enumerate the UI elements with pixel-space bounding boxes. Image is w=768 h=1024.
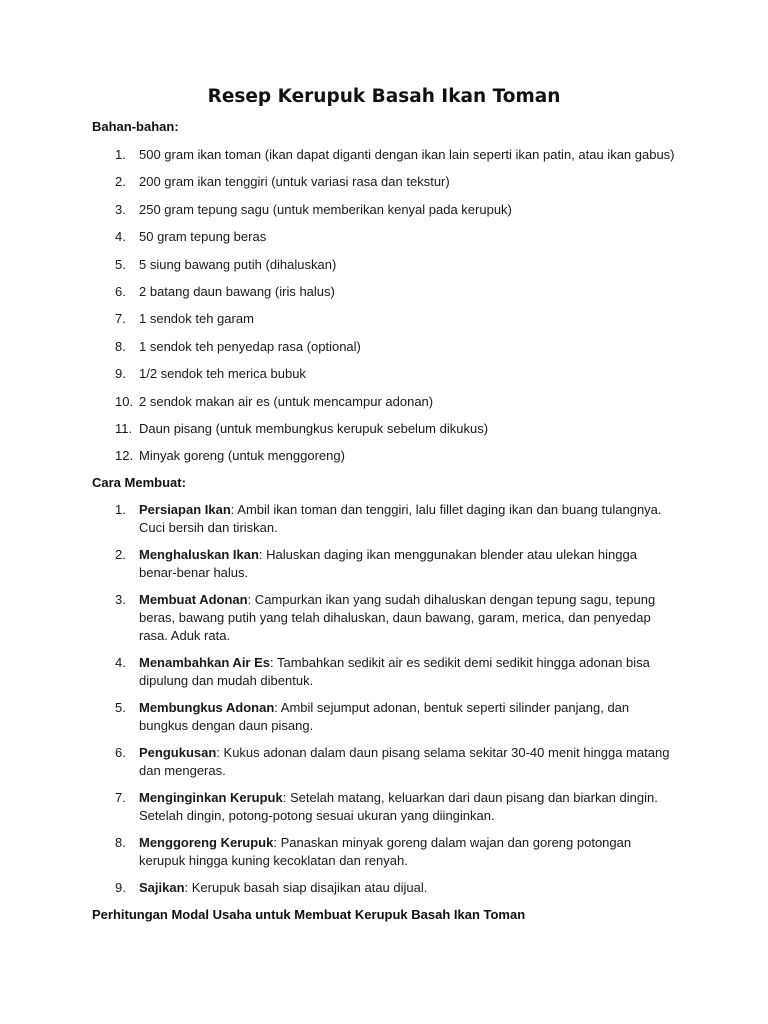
steps-heading: Cara Membuat: — [92, 475, 186, 490]
ingredient-text: 500 gram ikan toman (ikan dapat diganti dengan ikan lain seperti ikan patin, atau ikan gabus) — [139, 147, 675, 162]
list-number: 11. — [115, 420, 133, 436]
list-item — [92, 789, 692, 825]
step-label: Menambahkan Air Es — [139, 655, 271, 670]
list-item — [92, 834, 692, 870]
ingredient-text: Daun pisang (untuk membungkus kerupuk sebelum dikukus) — [139, 420, 489, 436]
step-label: Sajikan — [139, 880, 185, 895]
list-number: 9. — [115, 366, 126, 382]
list-number: 6. — [115, 283, 126, 299]
step-label: Menghaluskan Ikan — [139, 547, 259, 562]
list-number: 1. — [115, 147, 126, 162]
list-item — [92, 420, 692, 447]
ingredients-heading: Bahan-bahan: — [92, 119, 179, 134]
list-item — [92, 591, 692, 645]
ingredient-text: 50 gram tepung beras — [139, 229, 267, 245]
list-number: 9. — [115, 880, 126, 895]
list-number: 6. — [115, 745, 126, 760]
list-number: 10. — [115, 393, 134, 409]
list-number: 4. — [115, 229, 126, 245]
list-item — [92, 201, 692, 228]
list-item — [92, 546, 692, 582]
step-label: Menginginkan Kerupuk — [139, 790, 283, 805]
step-text: : Tambahkan sedikit air es sedikit demi sedikit hingga adonan bisa dipulung dan mudah dibentuk. — [139, 655, 650, 688]
list-number: 4. — [115, 655, 126, 670]
list-number: 5. — [115, 700, 126, 715]
step-text: : Ambil sejumput adonan, bentuk seperti silinder panjang, dan bungkus dengan daun pisang. — [139, 700, 630, 733]
list-number: 3. — [115, 592, 126, 607]
step-label: Persiapan Ikan — [139, 502, 231, 517]
list-number: 12. — [115, 448, 134, 464]
ingredient-text: 200 gram ikan tenggiri (untuk variasi rasa dan tekstur) — [139, 174, 450, 190]
step-text: : Kukus adonan dalam daun pisang selama sekitar 30-40 menit hingga matang dan mengeras. — [139, 745, 670, 778]
list-item — [92, 501, 692, 537]
ingredient-text: 1/2 sendok teh merica bubuk — [139, 366, 306, 382]
list-item — [92, 744, 692, 780]
list-number: 7. — [115, 790, 126, 805]
step-text: : Panaskan minyak goreng dalam wajan dan goreng potongan kerupuk hingga kuning kecoklatan dan renyah. — [139, 835, 632, 868]
list-number: 2. — [115, 547, 126, 562]
step-text: : Haluskan daging ikan menggunakan blender atau ulekan hingga benar-benar halus. — [139, 547, 637, 580]
ingredient-text: 2 sendok makan air es (untuk mencampur adonan) — [139, 393, 434, 409]
list-item — [92, 310, 692, 337]
list-item — [92, 699, 692, 735]
ingredient-text: 5 siung bawang putih (dihaluskan) — [139, 256, 337, 272]
list-item — [92, 654, 692, 690]
ingredient-text: Minyak goreng (untuk menggoreng) — [139, 448, 345, 464]
steps-list — [92, 501, 692, 906]
list-item — [92, 228, 692, 255]
list-item — [92, 447, 692, 474]
ingredient-text: 2 batang daun bawang (iris halus) — [139, 283, 335, 299]
ingredient-text: 250 gram tepung sagu (untuk memberikan kenyal pada kerupuk) — [139, 201, 512, 217]
list-item — [92, 393, 692, 420]
step-text: : Setelah matang, keluarkan dari daun pisang dan biarkan dingin. Setelah dingin, potong-potong sesuai ukuran yang diinginkan. — [139, 790, 658, 823]
list-item — [92, 338, 692, 365]
footer-heading: Perhitungan Modal Usaha untuk Membuat Kerupuk Basah Ikan Toman — [92, 907, 526, 922]
list-number: 7. — [115, 311, 126, 327]
step-label: Membuat Adonan — [139, 592, 248, 607]
list-item — [92, 256, 692, 283]
step-text: : Kerupuk basah siap disajikan atau dijual. — [184, 880, 428, 895]
list-number: 5. — [115, 256, 126, 272]
list-item — [92, 283, 692, 310]
step-text: : Ambil ikan toman dan tenggiri, lalu fillet daging ikan dan buang tulangnya. Cuci bersih dan tiriskan. — [139, 502, 662, 535]
list-number: 3. — [115, 201, 126, 217]
list-number: 8. — [115, 338, 126, 354]
step-label: Pengukusan — [139, 745, 217, 760]
step-text: : Campurkan ikan yang sudah dihaluskan dengan tepung sagu, tepung beras, bawang putih yang telah dihaluskan, daun bawang, garam, merica, dan penyedap rasa. Aduk rata. — [139, 592, 656, 643]
list-number: 1. — [115, 502, 126, 517]
list-number: 8. — [115, 835, 126, 850]
ingredient-text: 1 sendok teh penyedap rasa (optional) — [139, 338, 361, 354]
list-item — [92, 365, 692, 392]
list-item — [92, 879, 692, 897]
step-label: Menggoreng Kerupuk — [139, 835, 274, 850]
list-item — [92, 173, 692, 200]
step-label: Membungkus Adonan — [139, 700, 275, 715]
document-title: Resep Kerupuk Basah Ikan Toman — [207, 86, 561, 107]
ingredients-list — [92, 146, 692, 475]
list-number: 2. — [115, 174, 126, 190]
list-item — [92, 146, 692, 173]
ingredient-text: 1 sendok teh garam — [139, 311, 254, 327]
